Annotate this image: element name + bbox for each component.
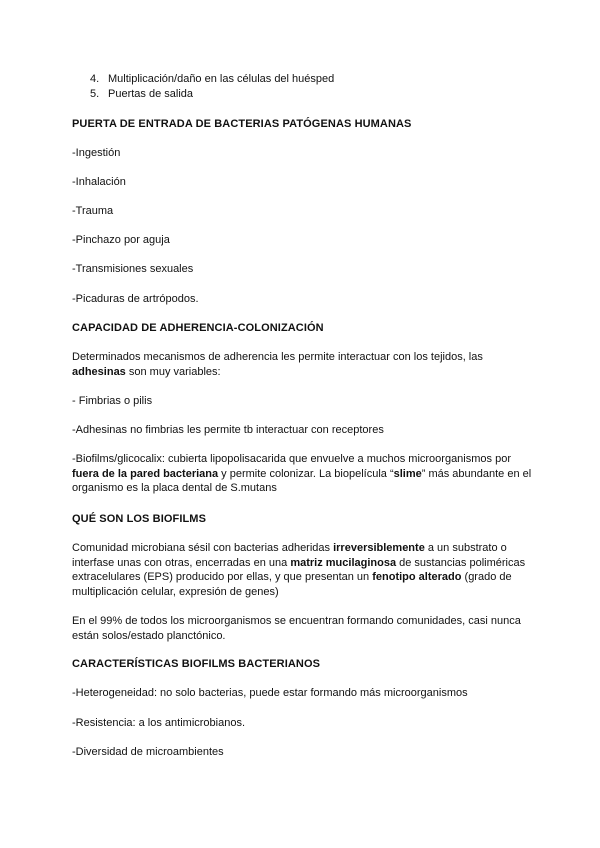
heading-adherencia: CAPACIDAD DE ADHERENCIA-COLONIZACIÓN xyxy=(72,322,324,334)
paragraph-biofilms-glicocalix: -Biofilms/glicocalix: cubierta lipopolisacarida que envuelve a muchos microorganismos por fuera de la pared bacteriana y permite colonizar. La biopelícula “slime” más abundante en el organismo es la placa dental de S.mutans xyxy=(72,453,532,494)
char-diversidad: -Diversidad de microambientes xyxy=(72,746,224,758)
char-resistencia: -Resistencia: a los antimicrobianos. xyxy=(72,717,246,729)
entry-ingestion: -Ingestión xyxy=(72,147,121,159)
list-item-4: 4. Multiplicación/daño en las células del huésped xyxy=(90,73,335,85)
entry-pinchazo: -Pinchazo por aguja xyxy=(72,234,170,246)
paragraph-99-percent: En el 99% de todos los microorganismos se encuentran formando comunidades, casi nunca están solos/estado planctónico. xyxy=(72,615,521,642)
entry-picaduras: -Picaduras de artrópodos. xyxy=(72,293,199,305)
heading-puerta-de-entrada: PUERTA DE ENTRADA DE BACTERIAS PATÓGENAS HUMANAS xyxy=(72,118,412,130)
paragraph-adhesinas: Determinados mecanismos de adherencia les permite interactuar con los tejidos, las adhesinas son muy variables: xyxy=(72,351,483,378)
char-heterogeneidad: -Heterogeneidad: no solo bacterias, puede estar formando más microorganismos xyxy=(72,687,468,699)
list-item-5: 5. Puertas de salida xyxy=(90,88,193,100)
entry-trauma: -Trauma xyxy=(72,205,114,217)
paragraph-comunidad-microbiana: Comunidad microbiana sésil con bacterias adheridas irreversiblemente a un substrato o interfase unas con otras, encerradas en una matriz mucilaginosa de sustancias poliméricas extracelulares (EPS) producido por ellas, y que presentan un fenotipo alterado (grado de multiplicación celular, expresión de genes) xyxy=(72,542,526,598)
heading-caracteristicas: CARACTERÍSTICAS BIOFILMS BACTERIANOS xyxy=(72,658,321,670)
entry-inhalacion: -Inhalación xyxy=(72,176,126,188)
heading-que-son-biofilms: QUÉ SON LOS BIOFILMS xyxy=(72,513,207,525)
paragraph-fimbrias: - Fimbrias o pilis xyxy=(72,395,153,407)
paragraph-adhesinas-no-fimbrias: -Adhesinas no fimbrias les permite tb interactuar con receptores xyxy=(72,424,384,436)
entry-transmisiones: -Transmisiones sexuales xyxy=(72,263,194,275)
